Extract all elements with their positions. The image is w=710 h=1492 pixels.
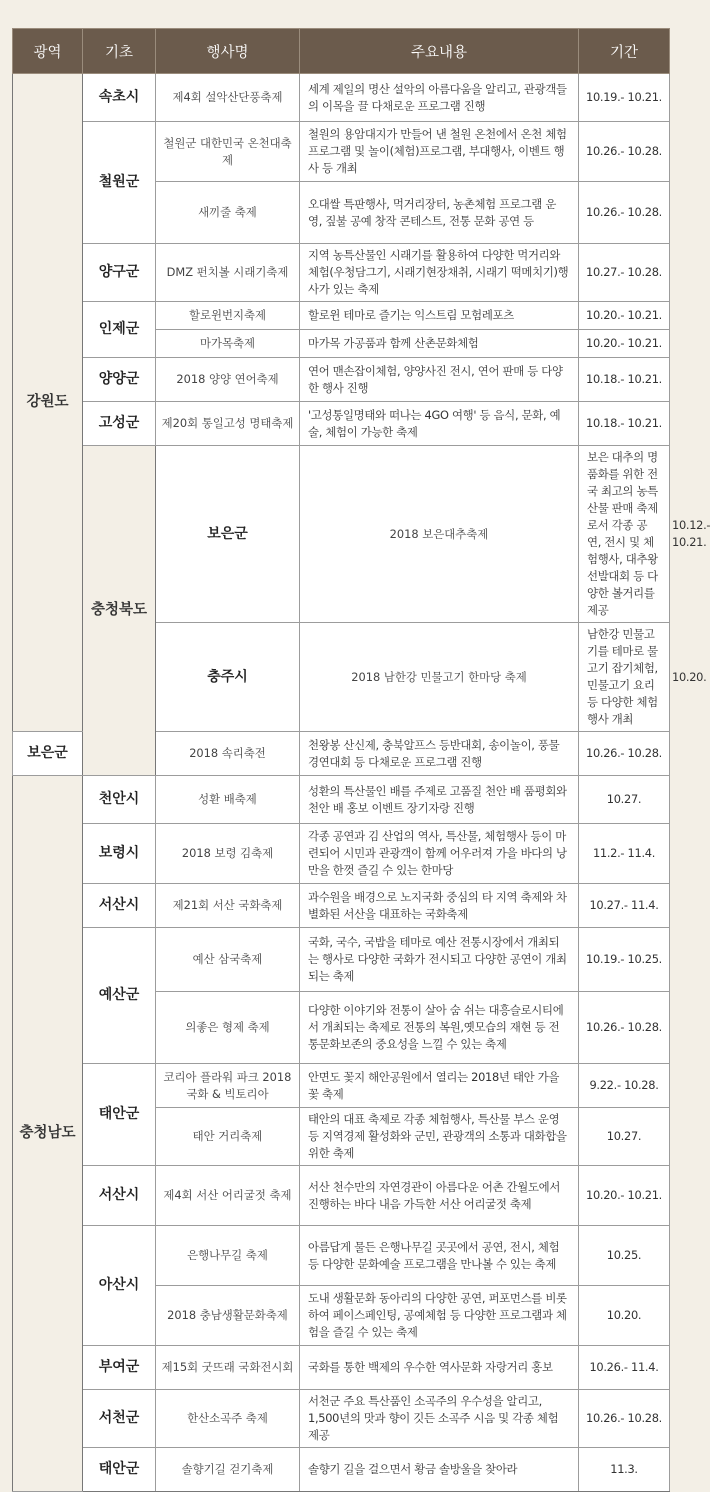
header-content: 주요내용 [300,29,579,74]
period-cell: 10.20.- 10.21. [579,302,670,330]
event-name-cell: 할로윈번지축제 [156,302,300,330]
table-body [13,74,710,1492]
city-cell: 양구군 [83,244,156,302]
period-cell: 10.18.- 10.21. [579,402,670,446]
content-cell: 각종 공연과 김 산업의 역사, 특산물, 체험행사 등이 마련되어 시민과 관광객이 함께 어우러져 가을 바다의 낭만을 한껏 즐길 수 있는 한마당 [300,824,579,884]
table-row [13,1226,670,1286]
city-cell: 속초시 [83,74,156,122]
header-event-name: 행사명 [156,29,300,74]
content-cell: 아름답게 물든 은행나무길 곳곳에서 공연, 전시, 체험 등 다양한 문화예술 프로그램을 만나볼 수 있는 축제 [300,1226,579,1286]
period-cell: 10.19.- 10.25. [579,928,670,992]
period-cell: 10.26.- 11.4. [579,1346,670,1390]
header-region: 광역 [13,29,83,74]
period-cell: 9.22.- 10.28. [579,1064,670,1108]
period-cell: 10.26.- 10.28. [579,732,670,776]
content-cell: 남한강 민물고기를 테마로 물고기 잡기체험, 민물고기 요리 등 다양한 체험행사 개최 [579,623,670,732]
city-cell: 인제군 [83,302,156,358]
event-name-cell: 2018 보은대추축제 [300,446,579,623]
period-cell: 10.26.- 10.28. [579,122,670,182]
region-cell: 충청남도 [13,776,83,1492]
table-row [13,244,670,302]
city-cell: 보령시 [83,824,156,884]
content-cell: 도내 생활문화 동아리의 다양한 공연, 퍼포먼스를 비롯하여 페이스페인팅, 공예체험 등 다양한 프로그램과 체험을 즐길 수 있는 축제 [300,1286,579,1346]
table-row [13,1064,670,1108]
table-row [13,402,670,446]
event-name-cell: DMZ 펀치볼 시래기축제 [156,244,300,302]
period-cell: 10.27.- 10.28. [579,244,670,302]
content-cell: 과수원을 배경으로 노지국화 중심의 타 지역 축제와 차별화된 서산을 대표하는 국화축제 [300,884,579,928]
content-cell: 성환의 특산물인 배를 주제로 고품질 천안 배 품평회와 천안 배 홍보 이벤트 장기자랑 진행 [300,776,579,824]
event-name-cell: 제4회 설악산단풍축제 [156,74,300,122]
period-cell: 10.27.- 11.4. [579,884,670,928]
event-name-cell: 마가목축제 [156,330,300,358]
event-name-cell: 2018 보령 김축제 [156,824,300,884]
event-name-cell: 2018 충남생활문화축제 [156,1286,300,1346]
city-cell: 서천군 [83,1390,156,1448]
event-name-cell: 예산 삼국축제 [156,928,300,992]
period-cell: 10.20.- 10.21. [579,1166,670,1226]
content-cell: 세계 제일의 명산 설악의 아름다움을 알리고, 관광객들의 이목을 끌 다채로운 프로그램 진행 [300,74,579,122]
table-row: 충주시 2018 남한강 민물고기 한마당 축제 남한강 민물고기를 테마로 물고기 잡기체험, 민물고기 요리 등 다양한 체험행사 개최 10.20. [13,623,670,732]
city-cell: 철원군 [83,122,156,244]
event-name-cell: 제15회 굿뜨래 국화전시회 [156,1346,300,1390]
content-cell: 철원의 용암대지가 만들어 낸 철원 온천에서 온천 체험 프로그램 및 놀이(체험)프로그램, 부대행사, 이벤트 행사 등 개최 [300,122,579,182]
event-name-cell: 새끼줄 축제 [156,182,300,244]
event-name-cell: 성환 배축제 [156,776,300,824]
city-cell: 서산시 [83,1166,156,1226]
city-cell: 서산시 [83,884,156,928]
city-cell: 아산시 [83,1226,156,1346]
period-cell: 11.2.- 11.4. [579,824,670,884]
table-row [13,1390,670,1448]
period-cell: 10.26.- 10.28. [579,1390,670,1448]
content-cell: 국화를 통한 백제의 우수한 역사문화 자랑거리 홍보 [300,1346,579,1390]
table-row [13,302,670,330]
event-name-cell: 코리아 플라워 파크 2018 국화 & 빅토리아 [156,1064,300,1108]
table-row [13,1448,670,1492]
content-cell: 연어 맨손잡이체험, 양양사진 전시, 연어 판매 등 다양한 행사 진행 [300,358,579,402]
period-cell: 10.26.- 10.28. [579,182,670,244]
content-cell: 서산 천수만의 자연경관이 아름다운 어촌 간월도에서 진행하는 바다 내음 가득한 서산 어리굴젓 축제 [300,1166,579,1226]
content-cell: 오대쌀 특판행사, 먹거리장터, 농촌체험 프로그램 운영, 짚불 공예 창작 콘테스트, 전통 문화 공연 등 [300,182,579,244]
table-row [13,884,670,928]
content-cell: 천왕봉 산신제, 충북알프스 등반대회, 송이놀이, 풍물경연대회 등 다채로운 프로그램 진행 [300,732,579,776]
period-cell: 10.19.- 10.21. [579,74,670,122]
period-cell: 10.27. [579,1108,670,1166]
city-cell: 부여군 [83,1346,156,1390]
table-header-row [13,29,670,74]
content-cell: 국화, 국수, 국밥을 테마로 예산 전통시장에서 개최되는 행사로 다양한 국화가 전시되고 다양한 공연이 개최되는 축제 [300,928,579,992]
city-cell: 천안시 [83,776,156,824]
event-name-cell: 한산소곡주 축제 [156,1390,300,1448]
event-name-cell: 태안 거리축제 [156,1108,300,1166]
festival-table-container [12,28,710,1492]
city-cell: 보은군 [156,446,300,623]
city-cell: 양양군 [83,358,156,402]
table-row [13,776,670,824]
region-cell: 충청북도 [83,446,156,776]
content-cell: 솔향기 길을 걸으면서 황금 솔방울을 찾아라 [300,1448,579,1492]
period-cell: 10.18.- 10.21. [579,358,670,402]
table-row [13,824,670,884]
content-cell: 서천군 주요 특산품인 소곡주의 우수성을 알리고, 1,500년의 맛과 향이 깃든 소곡주 시음 및 각종 체험 제공 [300,1390,579,1448]
period-cell: 10.26.- 10.28. [579,992,670,1064]
event-name-cell: 2018 남한강 민물고기 한마당 축제 [300,623,579,732]
period-cell: 10.20.- 10.21. [579,330,670,358]
table-row [13,74,670,122]
city-cell: 예산군 [83,928,156,1064]
period-cell: 10.27. [579,776,670,824]
event-name-cell: 의좋은 형제 축제 [156,992,300,1064]
table-row [13,1166,670,1226]
city-cell: 보은군 [13,732,83,776]
table-row [13,1346,670,1390]
table-row [13,122,670,182]
header-period: 기간 [579,29,670,74]
city-cell: 태안군 [83,1448,156,1492]
content-cell: 안면도 꽃지 해안공원에서 열리는 2018년 태안 가을 꽃 축제 [300,1064,579,1108]
content-cell: 지역 농특산물인 시래기를 활용하여 다양한 먹거리와 체험(우청담그기, 시래기현장채취, 시래기 떡메치기)행사가 있는 축제 [300,244,579,302]
city-cell: 충주시 [156,623,300,732]
table-row [13,928,670,992]
region-cell: 강원도 [13,74,83,732]
period-cell: 10.20. [579,1286,670,1346]
content-cell: 보은 대추의 명품화를 위한 전국 최고의 농특산물 판매 축제로서 각종 공연, 전시 및 체험행사, 대추왕 선발대회 등 다양한 볼거리를 제공 [579,446,670,623]
content-cell: 태안의 대표 축제로 각종 체험행사, 특산물 부스 운영 등 지역경제 활성화와 군민, 관광객의 소통과 대화합을 위한 축제 [300,1108,579,1166]
content-cell: 마가목 가공품과 함께 산촌문화체험 [300,330,579,358]
content-cell: '고성통일명태와 떠나는 4GO 여행' 등 음식, 문화, 예술, 체험이 가능한 축제 [300,402,579,446]
festival-table [12,28,710,1492]
event-name-cell: 철원군 대한민국 온천대축제 [156,122,300,182]
table-row [13,358,670,402]
event-name-cell: 2018 속리축전 [156,732,300,776]
event-name-cell: 제4회 서산 어리굴젓 축제 [156,1166,300,1226]
city-cell: 태안군 [83,1064,156,1166]
event-name-cell: 은행나무길 축제 [156,1226,300,1286]
event-name-cell: 제20회 통일고성 명태축제 [156,402,300,446]
period-cell: 10.25. [579,1226,670,1286]
event-name-cell: 제21회 서산 국화축제 [156,884,300,928]
header-city: 기초 [83,29,156,74]
period-cell: 11.3. [579,1448,670,1492]
city-cell: 고성군 [83,402,156,446]
content-cell: 다양한 이야기와 전통이 살아 숨 쉬는 대흥슬로시티에서 개최되는 축제로 전통의 복원,옛모습의 재현 등 전통문화보존의 중요성을 느낄 수 있는 축제 [300,992,579,1064]
table-row: 충청북도 보은군 2018 보은대추축제 보은 대추의 명품화를 위한 전국 최고의 농특산물 판매 축제로서 각종 공연, 전시 및 체험행사, 대추왕 선발대회 등 다양한 볼거리를 제공 10.12.- 10.21. [13,446,670,623]
event-name-cell: 2018 양양 연어축제 [156,358,300,402]
event-name-cell: 솔향기길 걷기축제 [156,1448,300,1492]
content-cell: 할로윈 테마로 즐기는 익스트림 모험레포츠 [300,302,579,330]
